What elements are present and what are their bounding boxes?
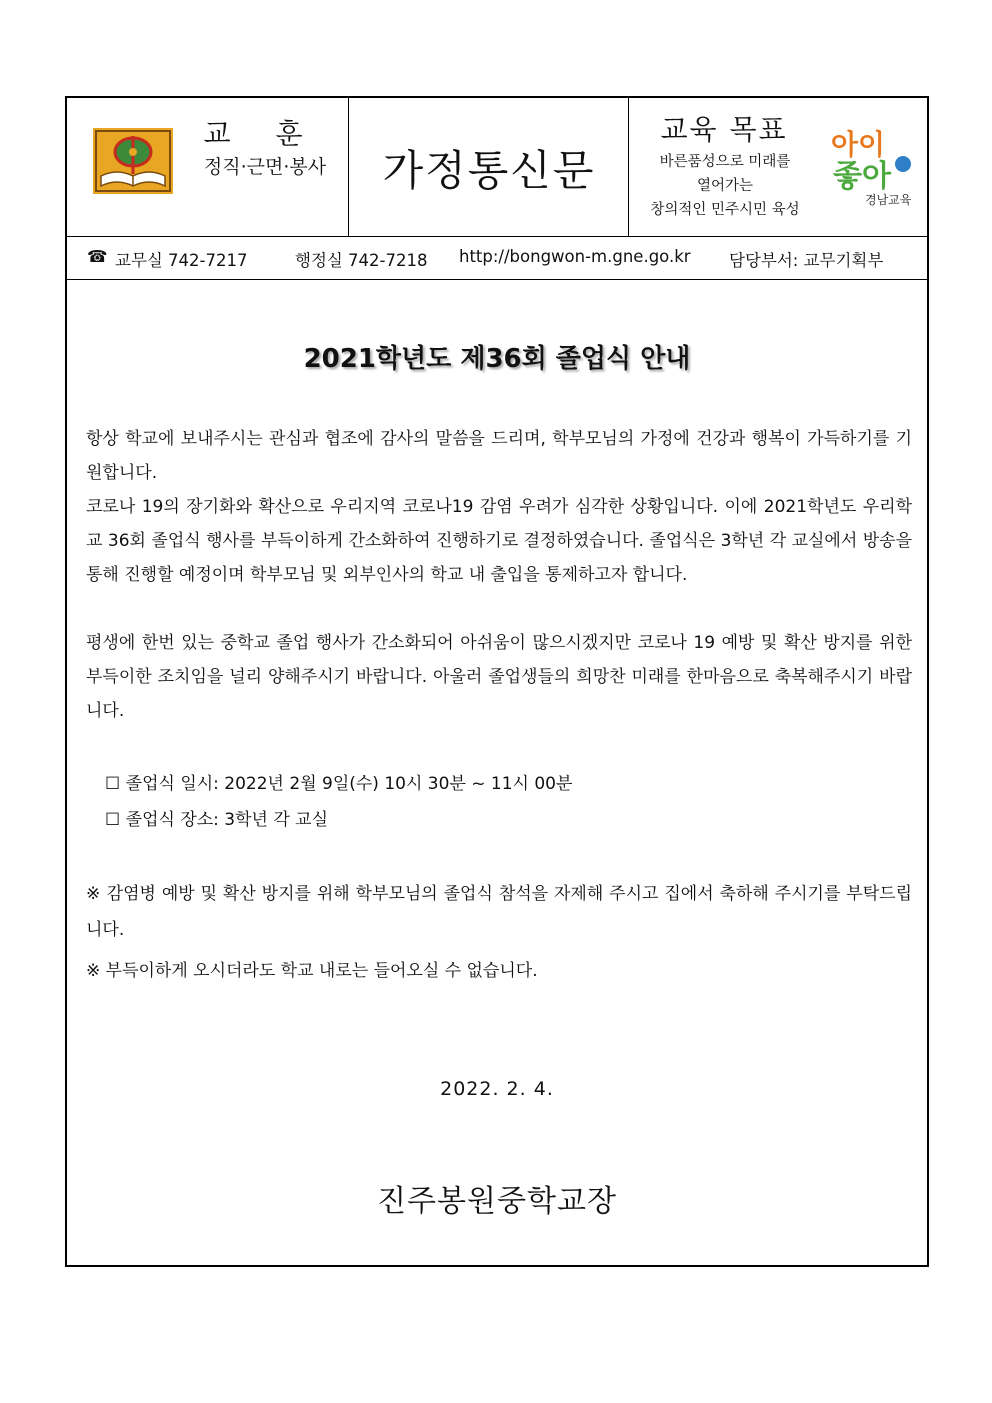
gyeongnam-education-logo <box>825 124 919 210</box>
notice: ※ 감염병 예방 및 확산 방지를 위해 학부모님의 졸업식 참석을 자제해 주시고 집에서 축하해 주시기를 부탁드립니다. <box>86 884 912 940</box>
title-cell <box>349 98 629 236</box>
motto-text: 정직·근면·봉사 <box>203 156 327 178</box>
header-table <box>67 98 927 237</box>
goal-line: 바른품성으로 미래를 <box>659 154 791 170</box>
goal-line: 창의적인 민주시민 육성 <box>650 202 800 218</box>
contact-bar <box>67 236 927 280</box>
goal-title: 교육 목표 <box>660 113 788 146</box>
document-title: 2021학년도 제36회 졸업식 안내 <box>303 344 691 374</box>
newsletter-title: 가정통신문 <box>382 146 596 195</box>
goal-line: 열어가는 <box>696 178 754 194</box>
goal-text <box>635 150 815 222</box>
office-phone: 교무실 742-7217 <box>115 251 248 270</box>
paragraph: 항상 학교에 보내주시는 관심과 협조에 감사의 말씀을 드리며, 학부모님의 가정에 건강과 행복이 가득하기를 기원합니다. <box>86 429 912 483</box>
motto-title: 교 훈 <box>203 117 321 150</box>
issue-date: 2022. 2. 4. <box>440 1078 554 1100</box>
school-emblem-icon <box>93 128 173 194</box>
paragraph: 평생에 한번 있는 중학교 졸업 행사가 간소화되어 아쉬움이 많으시겠지만 코로나 19 예방 및 확산 방지를 위한 부득이한 조치임을 널리 양해주시기 바랍니다. 아울러 졸업생들의 희망찬 미래를 한마음으로 축복해주시기 바랍니다. <box>86 633 912 721</box>
edu-logo-text-2: 좋아 <box>833 159 891 194</box>
paragraph: 코로나 19의 장기화와 확산으로 우리지역 코로나19 감염 우려가 심각한 상황입니다. 이에 2021학년도 우리학교 36회 졸업식 행사를 부득이하게 간소화하여 진행하기로 결정하였습니다. 졸업식은 3학년 각 교실에서 방송을 통해 진행할 예정이며 학부모님 및 외부인사의 학교 내 출입을 통제하고자 합니다. <box>86 497 912 585</box>
motto-cell <box>67 98 349 236</box>
school-url[interactable]: http://bongwon-m.gne.go.kr <box>459 247 691 266</box>
goal-cell <box>629 98 927 236</box>
edu-logo-text-3: 경남교육 <box>865 193 912 207</box>
principal-signature: 진주봉원중학교장 <box>377 1184 617 1219</box>
info-item-datetime: ☐ 졸업식 일시: 2022년 2월 9일(수) 10시 30분 ~ 11시 00분 <box>105 774 573 794</box>
admin-phone: 행정실 742-7218 <box>295 251 428 270</box>
newsletter-frame <box>65 96 929 1267</box>
notice: ※ 부득이하게 오시더라도 학교 내로는 들어오실 수 없습니다. <box>86 961 538 981</box>
edu-logo-text-1: 아이 <box>831 128 886 161</box>
phone-icon: ☎ <box>87 247 108 266</box>
department: 담당부서: 교무기획부 <box>729 251 884 270</box>
info-item-location: ☐ 졸업식 장소: 3학년 각 교실 <box>105 810 329 830</box>
